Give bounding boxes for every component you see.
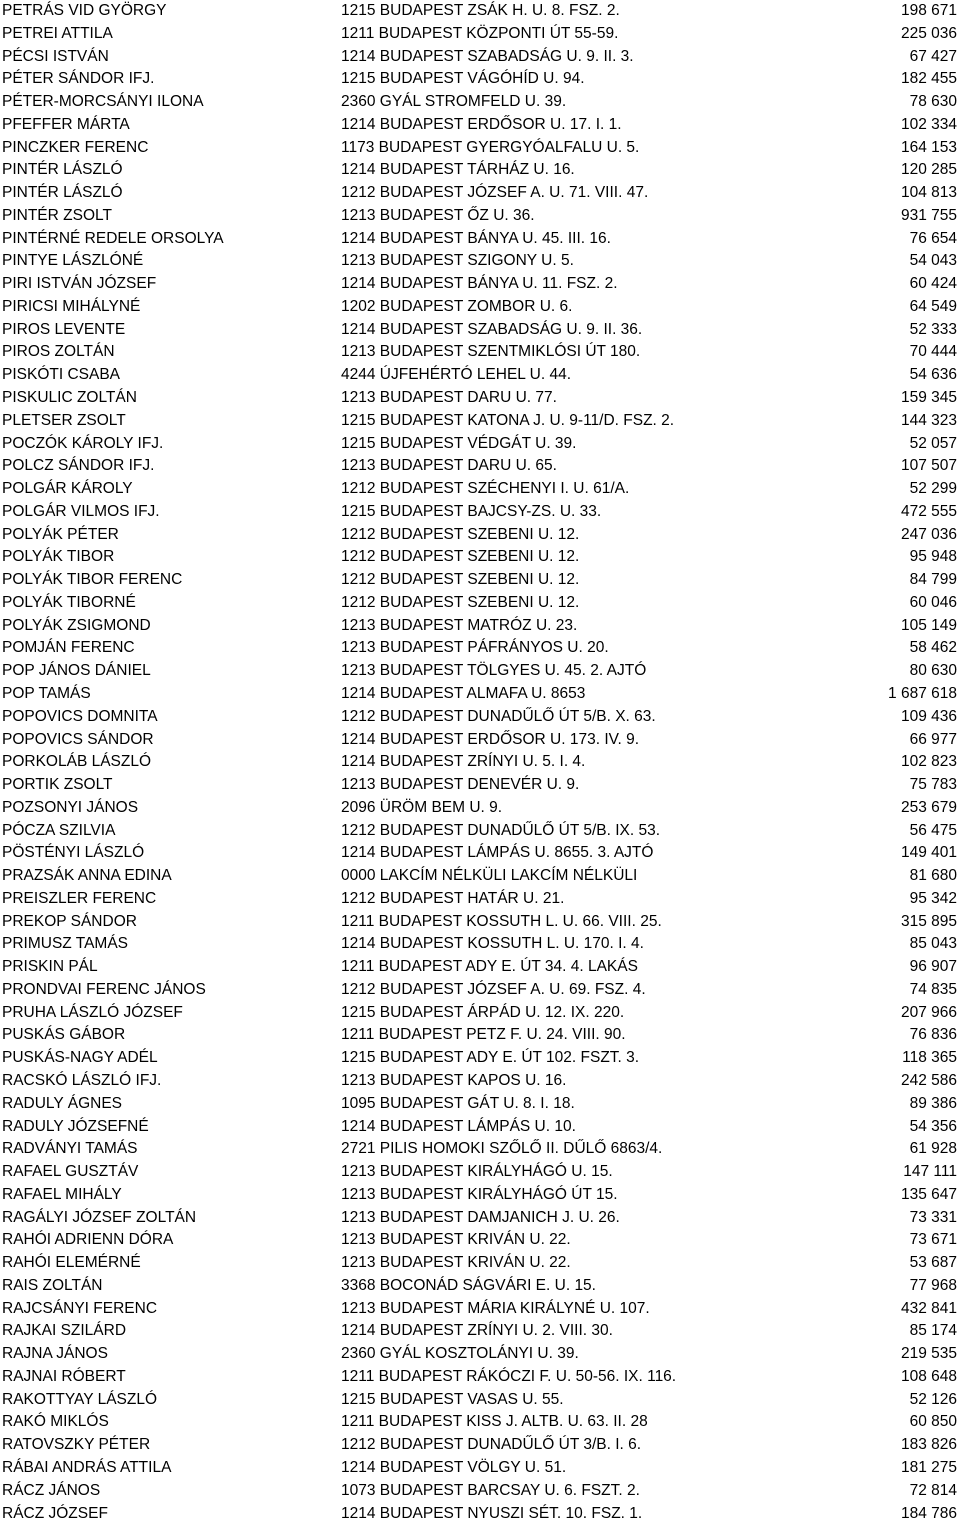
record-name: POPOVICS SÁNDOR <box>2 730 154 748</box>
record-row <box>0 364 960 387</box>
record-amount: 159 345 <box>900 389 957 407</box>
record-row <box>0 1161 960 1184</box>
record-amount: 58 462 <box>909 639 957 657</box>
record-amount: 72 814 <box>909 1481 957 1499</box>
record-row <box>0 1434 960 1457</box>
record-name: PETRÁS VID GYÖRGY <box>2 2 167 19</box>
record-address: 1202 BUDAPEST ZOMBOR U. 6. <box>341 297 573 315</box>
record-address: 1213 BUDAPEST DAMJANICH J. U. 26. <box>341 1208 620 1226</box>
record-address: 1211 BUDAPEST RÁKÓCZI F. U. 50-56. IX. 116. <box>341 1367 677 1385</box>
record-row <box>0 1207 960 1230</box>
record-address: 1214 BUDAPEST BÁNYA U. 11. FSZ. 2. <box>341 275 618 293</box>
record-name: POP JÁNOS DÁNIEL <box>2 662 151 680</box>
record-row <box>0 820 960 843</box>
record-name: POLCZ SÁNDOR IFJ. <box>2 457 155 475</box>
record-address: 1214 BUDAPEST VÖLGY U. 51. <box>341 1459 567 1476</box>
record-amount: 85 174 <box>909 1322 957 1340</box>
record-row <box>0 387 960 410</box>
record-name: PUSKÁS-NAGY ADÉL <box>2 1049 158 1067</box>
record-name: RAKÓ MIKLÓS <box>2 1413 109 1431</box>
record-amount: 76 654 <box>909 229 957 247</box>
record-amount: 52 299 <box>909 480 957 498</box>
record-name: PIRICSI MIHÁLYNÉ <box>2 297 141 315</box>
record-address: 1215 BUDAPEST VÉDGÁT U. 39. <box>341 434 577 452</box>
record-amount: 89 386 <box>909 1094 957 1112</box>
record-name: POPOVICS DOMNITA <box>2 707 158 725</box>
record-amount: 54 043 <box>909 252 957 270</box>
record-row <box>0 1298 960 1321</box>
record-amount: 105 149 <box>900 616 957 634</box>
record-address: 1213 BUDAPEST KIRÁLYHÁGÓ ÚT 15. <box>341 1185 618 1203</box>
record-name: PINTYE LÁSZLÓNÉ <box>2 252 144 270</box>
record-amount: 107 507 <box>900 457 957 475</box>
record-address: 1213 BUDAPEST PÁFRÁNYOS U. 20. <box>341 639 609 657</box>
record-amount: 225 036 <box>900 24 957 42</box>
record-name: PIROS LEVENTE <box>2 320 126 338</box>
record-amount: 52 333 <box>909 320 957 338</box>
record-row <box>0 592 960 615</box>
record-address: 1214 BUDAPEST SZABADSÁG U. 9. II. 3. <box>341 47 634 65</box>
record-address: 1212 BUDAPEST JÓZSEF A. U. 69. FSZ. 4. <box>341 980 646 998</box>
record-row <box>0 888 960 911</box>
record-amount: 149 401 <box>900 844 957 862</box>
record-name: PÖSTÉNYI LÁSZLÓ <box>2 844 145 862</box>
record-amount: 52 057 <box>909 434 957 452</box>
record-name: PÉTER-MORCSÁNYI ILONA <box>2 93 204 111</box>
record-row <box>0 228 960 251</box>
record-row <box>0 1047 960 1070</box>
record-name: PINCZKER FERENC <box>2 138 149 156</box>
record-amount: 1 687 618 <box>888 684 957 702</box>
record-row <box>0 524 960 547</box>
record-address: 1213 BUDAPEST DENEVÉR U. 9. <box>341 776 580 794</box>
record-address: 1215 BUDAPEST KATONA J. U. 9-11/D. FSZ. 2. <box>341 411 675 429</box>
record-amount: 108 648 <box>900 1367 957 1385</box>
record-name: PETREI ATTILA <box>2 24 113 42</box>
record-amount: 64 549 <box>909 297 957 315</box>
record-name: PIRI ISTVÁN JÓZSEF <box>2 275 157 293</box>
record-amount: 60 046 <box>909 593 957 611</box>
record-address: 1213 BUDAPEST ŐZ U. 36. <box>341 206 535 224</box>
record-row <box>0 1411 960 1434</box>
record-address: 1211 BUDAPEST ADY E. ÚT 34. 4. LAKÁS <box>341 958 638 976</box>
record-name: PORKOLÁB LÁSZLÓ <box>2 753 152 771</box>
record-row <box>0 546 960 569</box>
record-name: PINTÉRNÉ REDELE ORSOLYA <box>2 229 224 247</box>
record-amount: 242 586 <box>900 1071 957 1089</box>
record-address: 1214 BUDAPEST NYUSZI SÉT. 10. FSZ. 1. <box>341 1504 643 1522</box>
record-row <box>0 569 960 592</box>
record-name: PISKULIC ZOLTÁN <box>2 389 137 407</box>
record-row <box>0 956 960 979</box>
record-address: 1214 BUDAPEST BÁNYA U. 45. III. 16. <box>341 229 611 247</box>
record-address: 1212 BUDAPEST DUNADŰLŐ ÚT 5/B. IX. 53. <box>341 821 661 839</box>
record-address: 1213 BUDAPEST MÁRIA KIRÁLYNÉ U. 107. <box>341 1299 650 1317</box>
record-row <box>0 341 960 364</box>
record-row <box>0 273 960 296</box>
record-row <box>0 1389 960 1412</box>
record-name: PLETSER ZSOLT <box>2 411 126 429</box>
record-address: 2360 GYÁL STROMFELD U. 39. <box>341 93 567 111</box>
record-amount: 85 043 <box>909 935 957 953</box>
record-row <box>0 68 960 91</box>
record-name: RAGÁLYI JÓZSEF ZOLTÁN <box>2 1208 197 1226</box>
record-row <box>0 91 960 114</box>
record-amount: 61 928 <box>909 1140 957 1158</box>
record-row <box>0 683 960 706</box>
record-amount: 135 647 <box>900 1185 957 1203</box>
record-row <box>0 205 960 228</box>
record-amount: 66 977 <box>909 730 957 748</box>
record-row <box>0 501 960 524</box>
record-amount: 95 948 <box>909 548 957 566</box>
record-amount: 182 455 <box>900 70 957 88</box>
record-amount: 109 436 <box>900 707 957 725</box>
record-row <box>0 660 960 683</box>
record-row <box>0 774 960 797</box>
record-address: 1213 BUDAPEST KAPOS U. 16. <box>341 1071 567 1089</box>
record-address: 1212 BUDAPEST SZEBENI U. 12. <box>341 593 580 611</box>
record-address: 1214 BUDAPEST LÁMPÁS U. 8655. 3. AJTÓ <box>341 844 654 862</box>
record-row <box>0 182 960 205</box>
record-address: 1214 BUDAPEST KOSSUTH L. U. 170. I. 4. <box>341 935 644 953</box>
record-name: PREISZLER FERENC <box>2 889 157 907</box>
record-name: POLYÁK TIBORNÉ <box>2 593 136 611</box>
record-name: RADULY ÁGNES <box>2 1094 123 1112</box>
record-row <box>0 410 960 433</box>
record-amount: 95 342 <box>909 889 957 907</box>
record-name: POLYÁK PÉTER <box>2 525 119 543</box>
record-row <box>0 797 960 820</box>
record-amount: 52 126 <box>909 1390 957 1408</box>
record-row <box>0 1275 960 1298</box>
record-address: 1073 BUDAPEST BARCSAY U. 6. FSZT. 2. <box>341 1481 640 1499</box>
record-address: 1215 BUDAPEST ÁRPÁD U. 12. IX. 220. <box>341 1003 625 1021</box>
record-name: PÉCSI ISTVÁN <box>2 47 109 65</box>
record-address: 1214 BUDAPEST TÁRHÁZ U. 16. <box>341 161 575 179</box>
record-row <box>0 1138 960 1161</box>
record-row <box>0 979 960 1002</box>
record-amount: 931 755 <box>900 206 957 224</box>
record-amount: 120 285 <box>900 161 957 179</box>
record-amount: 184 786 <box>900 1504 957 1522</box>
record-row <box>0 1024 960 1047</box>
record-name: POLYÁK TIBOR FERENC <box>2 571 183 589</box>
record-address: 1215 BUDAPEST ZSÁK H. U. 8. FSZ. 2. <box>341 2 620 19</box>
record-row <box>0 1480 960 1503</box>
record-row <box>0 933 960 956</box>
record-address: 1212 BUDAPEST SZEBENI U. 12. <box>341 548 580 566</box>
record-name: PFEFFER MÁRTA <box>2 115 130 133</box>
record-address: 1215 BUDAPEST BAJCSY-ZS. U. 33. <box>341 502 602 520</box>
record-name: PRIMUSZ TAMÁS <box>2 935 129 953</box>
record-name: RACSKÓ LÁSZLÓ IFJ. <box>2 1071 162 1089</box>
record-row <box>0 250 960 273</box>
record-name: RÁCZ JÁNOS <box>2 1481 101 1499</box>
record-amount: 181 275 <box>900 1459 957 1476</box>
record-row <box>0 865 960 888</box>
record-amount: 102 334 <box>900 115 957 133</box>
record-address: 3368 BOCONÁD SÁGVÁRI E. U. 15. <box>341 1276 596 1294</box>
record-address: 1213 BUDAPEST TÖLGYES U. 45. 2. AJTÓ <box>341 662 647 680</box>
record-name: PUSKÁS GÁBOR <box>2 1026 126 1044</box>
record-address: 1213 BUDAPEST DARU U. 77. <box>341 389 557 407</box>
record-name: POLGÁR KÁROLY <box>2 480 133 498</box>
record-amount: 183 826 <box>900 1436 957 1454</box>
record-address: 1212 BUDAPEST DUNADŰLŐ ÚT 5/B. X. 63. <box>341 707 656 725</box>
record-address: 1173 BUDAPEST GYERGYÓALFALU U. 5. <box>341 138 640 156</box>
record-amount: 102 823 <box>900 753 957 771</box>
record-name: RAJNA JÁNOS <box>2 1345 108 1363</box>
record-address: 1212 BUDAPEST SZEBENI U. 12. <box>341 571 580 589</box>
record-row <box>0 1252 960 1275</box>
record-name: RAHÓI ADRIENN DÓRA <box>2 1231 174 1249</box>
record-address: 0000 LAKCÍM NÉLKÜLI LAKCÍM NÉLKÜLI <box>341 867 638 885</box>
record-name: POMJÁN FERENC <box>2 639 135 657</box>
record-row <box>0 0 960 23</box>
record-row <box>0 46 960 69</box>
record-address: 1214 BUDAPEST ERDŐSOR U. 17. I. 1. <box>341 115 622 133</box>
record-name: RAJCSÁNYI FERENC <box>2 1299 158 1317</box>
record-address: 1214 BUDAPEST ALMAFA U. 8653 <box>341 684 586 702</box>
record-name: POZSONYI JÁNOS <box>2 798 139 816</box>
record-address: 1212 BUDAPEST DUNADŰLŐ ÚT 3/B. I. 6. <box>341 1436 642 1454</box>
record-row <box>0 1503 960 1525</box>
record-row <box>0 1184 960 1207</box>
record-name: POP TAMÁS <box>2 684 91 702</box>
record-amount: 67 427 <box>909 47 957 65</box>
record-row <box>0 637 960 660</box>
record-name: POLYÁK TIBOR <box>2 548 115 566</box>
record-address: 1095 BUDAPEST GÁT U. 8. I. 18. <box>341 1094 575 1112</box>
record-name: RAJNAI RÓBERT <box>2 1367 126 1385</box>
record-row <box>0 842 960 865</box>
record-name: RADULY JÓZSEFNÉ <box>2 1117 149 1135</box>
record-address: 2360 GYÁL KOSZTOLÁNYI U. 39. <box>341 1345 579 1363</box>
record-name: PINTÉR LÁSZLÓ <box>2 184 123 202</box>
record-amount: 70 444 <box>909 343 957 361</box>
record-address: 1214 BUDAPEST LÁMPÁS U. 10. <box>341 1117 576 1135</box>
record-name: PRONDVAI FERENC JÁNOS <box>2 980 206 998</box>
record-address: 1214 BUDAPEST SZABADSÁG U. 9. II. 36. <box>341 320 643 338</box>
record-row <box>0 478 960 501</box>
record-amount: 80 630 <box>909 662 957 680</box>
record-row <box>0 433 960 456</box>
record-row <box>0 751 960 774</box>
record-name: RAJKAI SZILÁRD <box>2 1322 127 1340</box>
record-address: 1213 BUDAPEST MATRÓZ U. 23. <box>341 616 578 634</box>
record-address: 1213 BUDAPEST SZENTMIKLÓSI ÚT 180. <box>341 343 641 361</box>
record-row <box>0 1093 960 1116</box>
record-name: PRUHA LÁSZLÓ JÓZSEF <box>2 1003 183 1021</box>
record-name: PISKÓTI CSABA <box>2 366 121 384</box>
record-address: 1215 BUDAPEST VASAS U. 55. <box>341 1390 564 1408</box>
record-name: PRAZSÁK ANNA EDINA <box>2 867 172 885</box>
record-amount: 198 671 <box>900 2 957 19</box>
record-name: PÉTER SÁNDOR IFJ. <box>2 70 155 88</box>
record-amount: 432 841 <box>900 1299 957 1317</box>
record-row <box>0 455 960 478</box>
record-amount: 74 835 <box>909 980 957 998</box>
record-address: 1213 BUDAPEST DARU U. 65. <box>341 457 557 475</box>
record-row <box>0 319 960 342</box>
record-amount: 84 799 <box>909 571 957 589</box>
record-amount: 54 356 <box>909 1117 957 1135</box>
record-amount: 77 968 <box>909 1276 957 1294</box>
record-amount: 96 907 <box>909 958 957 976</box>
record-row <box>0 729 960 752</box>
record-address: 1211 BUDAPEST PETZ F. U. 24. VIII. 90. <box>341 1026 626 1044</box>
record-amount: 81 680 <box>909 867 957 885</box>
record-address: 2096 ÜRÖM BEM U. 9. <box>341 798 503 816</box>
record-name: RAKOTTYAY LÁSZLÓ <box>2 1390 158 1408</box>
record-amount: 207 966 <box>900 1003 957 1021</box>
record-name: RATOVSZKY PÉTER <box>2 1436 151 1454</box>
record-name: RAFAEL GUSZTÁV <box>2 1163 139 1181</box>
record-address: 1212 BUDAPEST SZÉCHENYI I. U. 61/A. <box>341 480 630 498</box>
record-amount: 315 895 <box>900 912 957 930</box>
record-amount: 219 535 <box>900 1345 957 1363</box>
record-address: 1212 BUDAPEST SZEBENI U. 12. <box>341 525 580 543</box>
record-row <box>0 1457 960 1480</box>
record-row <box>0 1229 960 1252</box>
record-name: RAHÓI ELEMÉRNÉ <box>2 1254 141 1272</box>
record-address: 1214 BUDAPEST ZRÍNYI U. 2. VIII. 30. <box>341 1322 613 1340</box>
record-amount: 73 671 <box>909 1231 957 1249</box>
record-name: POCZÓK KÁROLY IFJ. <box>2 434 164 452</box>
record-amount: 144 323 <box>900 411 957 429</box>
record-address: 1215 BUDAPEST VÁGÓHÍD U. 94. <box>341 70 585 88</box>
record-address: 2721 PILIS HOMOKI SZŐLŐ II. DŰLŐ 6863/4. <box>341 1140 663 1158</box>
record-address: 1215 BUDAPEST ADY E. ÚT 102. FSZT. 3. <box>341 1049 640 1067</box>
record-row <box>0 1002 960 1025</box>
record-row <box>0 23 960 46</box>
record-address: 1212 BUDAPEST HATÁR U. 21. <box>341 889 565 907</box>
record-address: 1212 BUDAPEST JÓZSEF A. U. 71. VIII. 47. <box>341 184 649 202</box>
record-row <box>0 706 960 729</box>
record-amount: 56 475 <box>909 821 957 839</box>
record-row <box>0 911 960 934</box>
record-name: PREKOP SÁNDOR <box>2 912 137 930</box>
record-amount: 73 331 <box>909 1208 957 1226</box>
record-row <box>0 615 960 638</box>
record-amount: 253 679 <box>900 798 957 816</box>
record-address: 1214 BUDAPEST ZRÍNYI U. 5. I. 4. <box>341 753 586 771</box>
record-address: 1213 BUDAPEST KRIVÁN U. 22. <box>341 1254 571 1272</box>
record-address: 1213 BUDAPEST KRIVÁN U. 22. <box>341 1231 571 1249</box>
record-name: RAIS ZOLTÁN <box>2 1276 103 1294</box>
record-name: RADVÁNYI TAMÁS <box>2 1140 138 1158</box>
record-address: 1214 BUDAPEST ERDŐSOR U. 173. IV. 9. <box>341 730 640 748</box>
record-amount: 147 111 <box>903 1163 957 1181</box>
record-row <box>0 1116 960 1139</box>
record-name: RÁBAI ANDRÁS ATTILA <box>2 1459 172 1476</box>
record-amount: 60 850 <box>909 1413 957 1431</box>
record-name: PIROS ZOLTÁN <box>2 343 115 361</box>
record-amount: 472 555 <box>900 502 957 520</box>
record-row <box>0 159 960 182</box>
record-amount: 164 153 <box>900 138 957 156</box>
record-amount: 76 836 <box>909 1026 957 1044</box>
record-row <box>0 1320 960 1343</box>
record-address: 1213 BUDAPEST SZIGONY U. 5. <box>341 252 574 270</box>
record-address: 4244 ÚJFEHÉRTÓ LEHEL U. 44. <box>341 366 572 384</box>
record-amount: 104 813 <box>900 184 957 202</box>
record-name: RAFAEL MIHÁLY <box>2 1185 122 1203</box>
record-row <box>0 1070 960 1093</box>
record-amount: 60 424 <box>909 275 957 293</box>
record-address: 1211 BUDAPEST KOSSUTH L. U. 66. VIII. 25. <box>341 912 662 930</box>
record-amount: 54 636 <box>909 366 957 384</box>
record-address: 1213 BUDAPEST KIRÁLYHÁGÓ U. 15. <box>341 1163 613 1181</box>
record-amount: 53 687 <box>909 1254 957 1272</box>
record-name: POLYÁK ZSIGMOND <box>2 616 151 634</box>
record-name: RÁCZ JÓZSEF <box>2 1504 108 1522</box>
record-row <box>0 1366 960 1389</box>
record-amount: 247 036 <box>900 525 957 543</box>
record-name: PINTÉR LÁSZLÓ <box>2 161 123 179</box>
record-name: PRISKIN PÁL <box>2 958 98 976</box>
record-name: PÓCZA SZILVIA <box>2 821 116 839</box>
record-name: PINTÉR ZSOLT <box>2 206 112 224</box>
record-address: 1211 BUDAPEST KÖZPONTI ÚT 55-59. <box>341 24 619 42</box>
record-address: 1211 BUDAPEST KISS J. ALTB. U. 63. II. 28 <box>341 1413 648 1431</box>
record-amount: 75 783 <box>909 776 957 794</box>
record-row <box>0 296 960 319</box>
record-row <box>0 114 960 137</box>
record-name: PORTIK ZSOLT <box>2 776 113 794</box>
record-name: POLGÁR VILMOS IFJ. <box>2 502 160 520</box>
record-amount: 78 630 <box>909 93 957 111</box>
record-row <box>0 1343 960 1366</box>
record-row <box>0 137 960 160</box>
record-amount: 118 365 <box>902 1049 957 1067</box>
